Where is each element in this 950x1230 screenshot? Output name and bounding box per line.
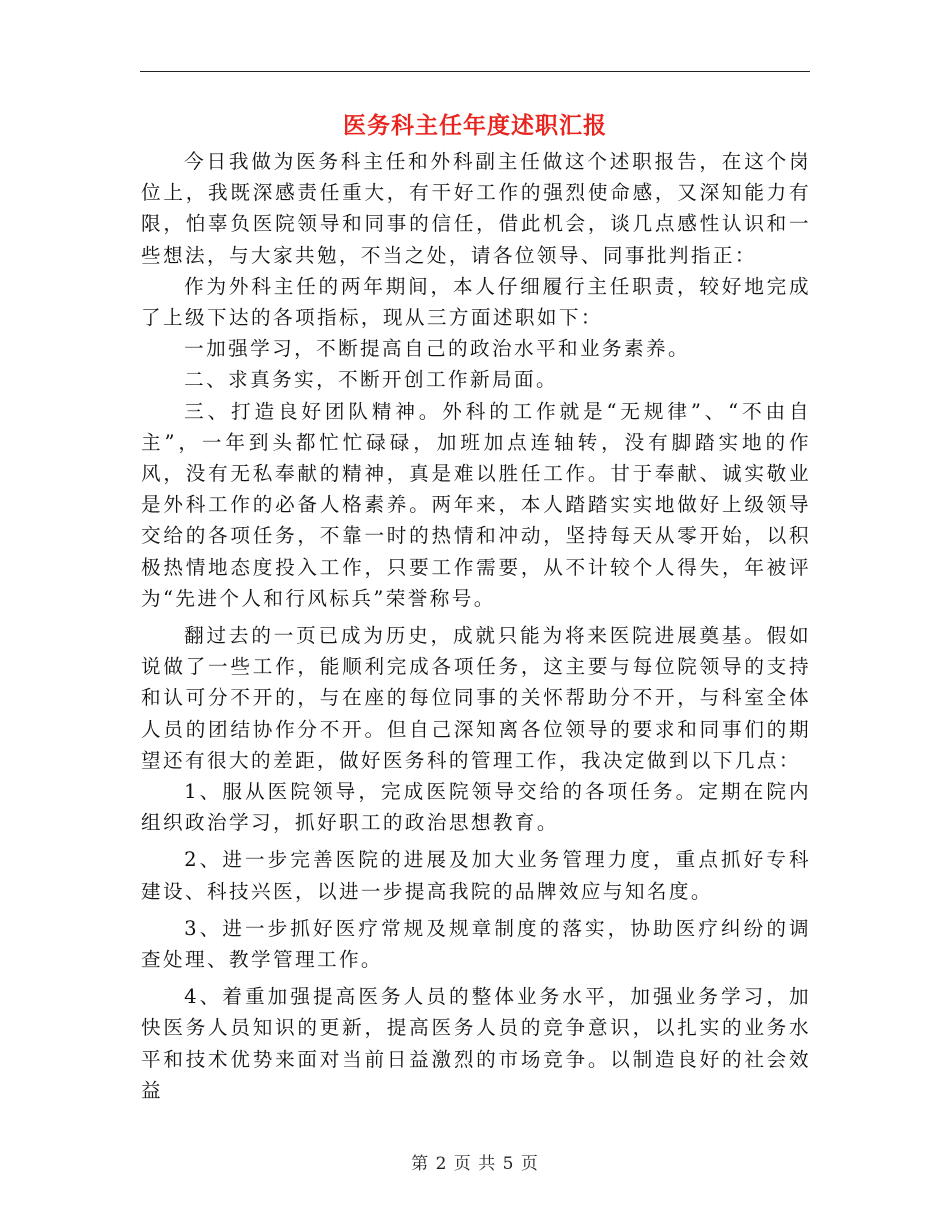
footer-mid-2: 共 [478,1154,497,1174]
paragraph-overview: 作为外科主任的两年期间，本人仔细履行主任职责，较好地完成了上级下达的各项指标，现从三方面述职如下： [141,274,811,330]
paragraph-reflection: 翻过去的一页已成为历史，成就只能为将来医院进展奠基。假如说做了一些工作，能顺利完成各项任务，这主要与每位院领导的支持和认可分不开的，与在座的每位同事的关怀帮助分不开，与科室全体人员的团结协作分不开。但自己深知离各位领导的要求和同事们的期望还有很大的差距，做好医务科的管理工作，我决定做到以下几点： [141,624,811,772]
paragraph-point-2: 二、求真务实，不断开创工作新局面。 [184,368,559,392]
document-body [141,146,811,1106]
page-footer [0,1152,950,1176]
paragraph-plan-3: 3、进一步抓好医疗常规及规章制度的落实，协助医疗纠纷的调查处理、教学管理工作。 [141,916,811,972]
paragraph-intro: 今日我做为医务科主任和外科副主任做这个述职报告，在这个岗位上，我既深感责任重大，有干好工作的强烈使命感，又深知能力有限，怕辜负医院领导和同事的信任，借此机会，谈几点感性认识和一些想法，与大家共勉，不当之处，请各位领导、同事批判指正： [141,150,811,267]
footer-mid-1: 页 [453,1154,472,1174]
footer-prefix: 第 [411,1154,430,1174]
footer-total-pages: 5 [502,1154,515,1174]
paragraph-point-1: 一加强学习，不断提高自己的政治水平和业务素养。 [184,337,690,361]
footer-suffix: 页 [520,1154,539,1174]
paragraph-plan-1: 1、服从医院领导，完成医院领导交给的各项任务。定期在院内组织政治学习，抓好职工的政治思想教育。 [141,780,811,835]
footer-current-page: 2 [435,1154,448,1174]
header-rule [140,71,810,72]
paragraph-plan-4: 4、着重加强提高医务人员的整体业务水平，加强业务学习，加快医务人员知识的更新，提高医务人员的竞争意识，以扎实的业务水平和技术优势来面对当前日益激烈的市场竞争。以制造良好的社会效益 [141,985,811,1102]
document-title: 医务科主任年度述职汇报 [343,112,607,139]
paragraph-plan-2: 2、进一步完善医院的进展及加大业务管理力度，重点抓好专科建设、科技兴医，以进一步提高我院的品牌效应与知名度。 [141,848,811,903]
paragraph-point-3: 三、打造良好团队精神。外科的工作就是“无规律”、“不由自主”，一年到头都忙忙碌碌，加班加点连轴转，没有脚踏实地的作风，没有无私奉献的精神，真是难以胜任工作。甘于奉献、诚实敬业是外科工作的必备人格素养。两年来，本人踏踏实实地做好上级领导交给的各项任务，不靠一时的热情和冲动，坚持每天从零开始，以积极热情地态度投入工作，只要工作需要，从不计较个人得失，年被评为“先进个人和行风标兵”荣誉称号。 [141,399,811,610]
